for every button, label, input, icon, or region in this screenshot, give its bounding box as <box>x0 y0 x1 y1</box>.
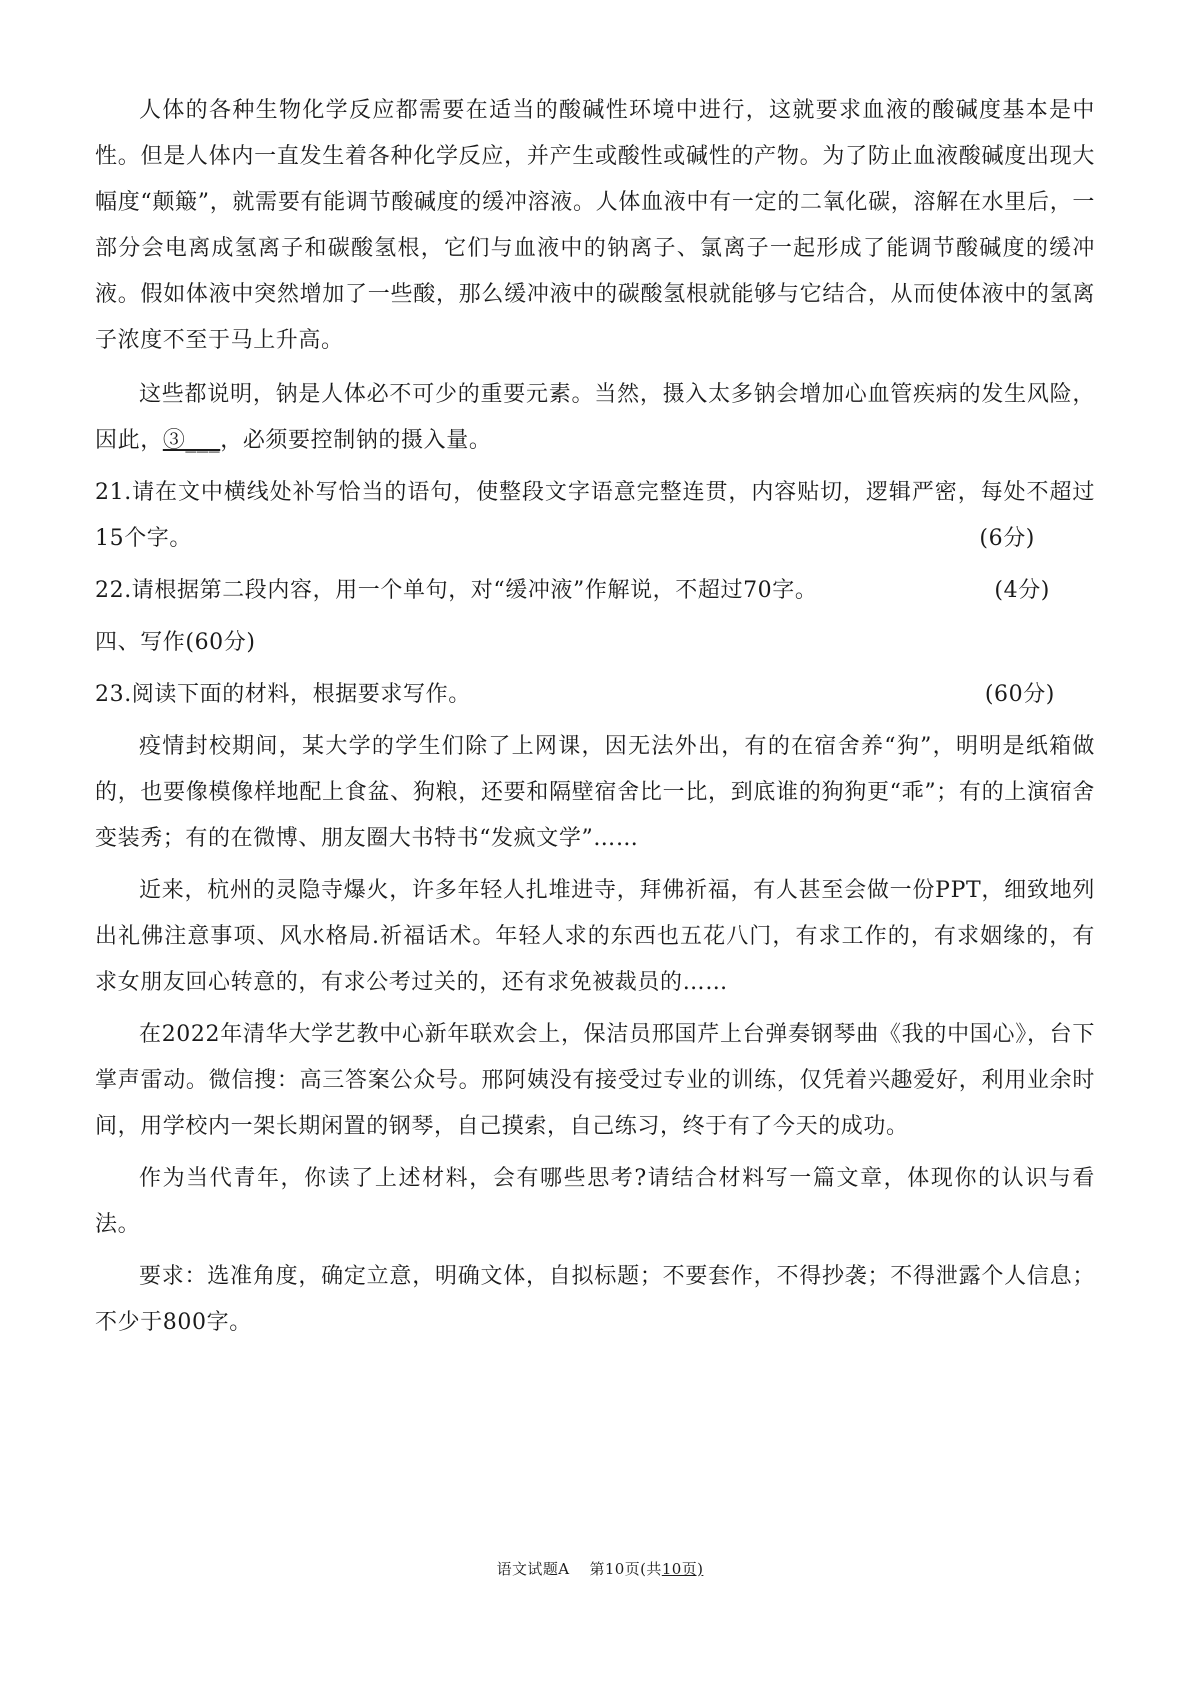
question-21-score: (6分) <box>979 526 1035 551</box>
footer-page: 第10页(共 <box>589 1560 662 1578</box>
page-content <box>95 88 1095 1346</box>
material-paragraph-1: 疫情封校期间，某大学的学生们除了上网课，因无法外出，有的在宿舍养“狗”，明明是纸箱做的，也要像模像样地配上食盆、狗粮，还要和隔壁宿舍比一比，到底谁的狗狗更“乖”；有的上演宿舍变装秀；有的在微博、朋友圈大书特书“发疯文学”…… <box>95 734 1095 851</box>
question-23 <box>95 672 1095 718</box>
question-22-score: (4分) <box>994 578 1050 603</box>
passage-paragraph-1: 人体的各种生物化学反应都需要在适当的酸碱性环境中进行，这就要求血液的酸碱度基本是中性。但是人体内一直发生着各种化学反应，并产生或酸性或碱性的产物。为了防止血液酸碱度出现大幅度“颠簸”，就需要有能调节酸碱度的缓冲溶液。人体血液中有一定的二氧化碳，溶解在水里后，一部分会电离成氢离子和碳酸氢根，它们与血液中的钠离子、氯离子一起形成了能调节酸碱度的缓冲液。假如体液中突然增加了一些酸，那么缓冲液中的碳酸氢根就能够与它结合，从而使体液中的氢离子浓度不至于马上升高。 <box>95 98 1095 353</box>
passage-p2-after: ，必须要控制钠的摄入量。 <box>220 428 492 453</box>
question-21 <box>95 470 1095 562</box>
page-footer <box>0 1558 1200 1579</box>
question-22 <box>95 568 1095 614</box>
passage-paragraph-2 <box>95 372 1095 464</box>
passage-p2-before: 这些都说明，钠是人体必不可少的重要元素。当然，摄入太多钠会增加心血管疾病的发生风险，因此， <box>95 382 1095 453</box>
question-23-score: (60分) <box>984 682 1055 707</box>
fill-blank-3: ③___ <box>162 428 221 453</box>
writing-requirements: 要求：选准角度，确定立意，明确文体，自拟标题；不要套作，不得抄袭；不得泄露个人信息；不少于800字。 <box>95 1264 1095 1335</box>
section-4-heading: 四、写作(60分) <box>95 630 256 655</box>
material-paragraph-4: 作为当代青年，你读了上述材料，会有哪些思考?请结合材料写一篇文章，体现你的认识与看法。 <box>95 1166 1095 1237</box>
material-paragraph-2: 近来，杭州的灵隐寺爆火，许多年轻人扎堆进寺，拜佛祈福，有人甚至会做一份PPT，细致地列出礼佛注意事项、风水格局.祈福话术。年轻人求的东西也五花八门，有求工作的，有求姻缘的，有求女朋友回心转意的，有求公考过关的，还有求免被裁员的…… <box>95 878 1095 995</box>
question-21-text: 21.请在文中横线处补写恰当的语句，使整段文字语意完整连贯，内容贴切，逻辑严密，每处不超过15个字。 <box>95 480 1095 551</box>
footer-total: 10页) <box>661 1560 704 1578</box>
question-23-text: 23.阅读下面的材料，根据要求写作。 <box>95 682 471 707</box>
question-22-text: 22.请根据第二段内容，用一个单句，对“缓冲液”作解说，不超过70字。 <box>95 578 818 603</box>
material-paragraph-3: 在2022年清华大学艺教中心新年联欢会上，保洁员邢国芹上台弹奏钢琴曲《我的中国心》，台下掌声雷动。微信搜：高三答案公众号。邢阿姨没有接受过专业的训练，仅凭着兴趣爱好，利用业余时间，用学校内一架长期闲置的钢琴，自己摸索，自己练习，终于有了今天的成功。 <box>95 1022 1095 1139</box>
footer-subject: 语文试题A <box>496 1560 570 1578</box>
